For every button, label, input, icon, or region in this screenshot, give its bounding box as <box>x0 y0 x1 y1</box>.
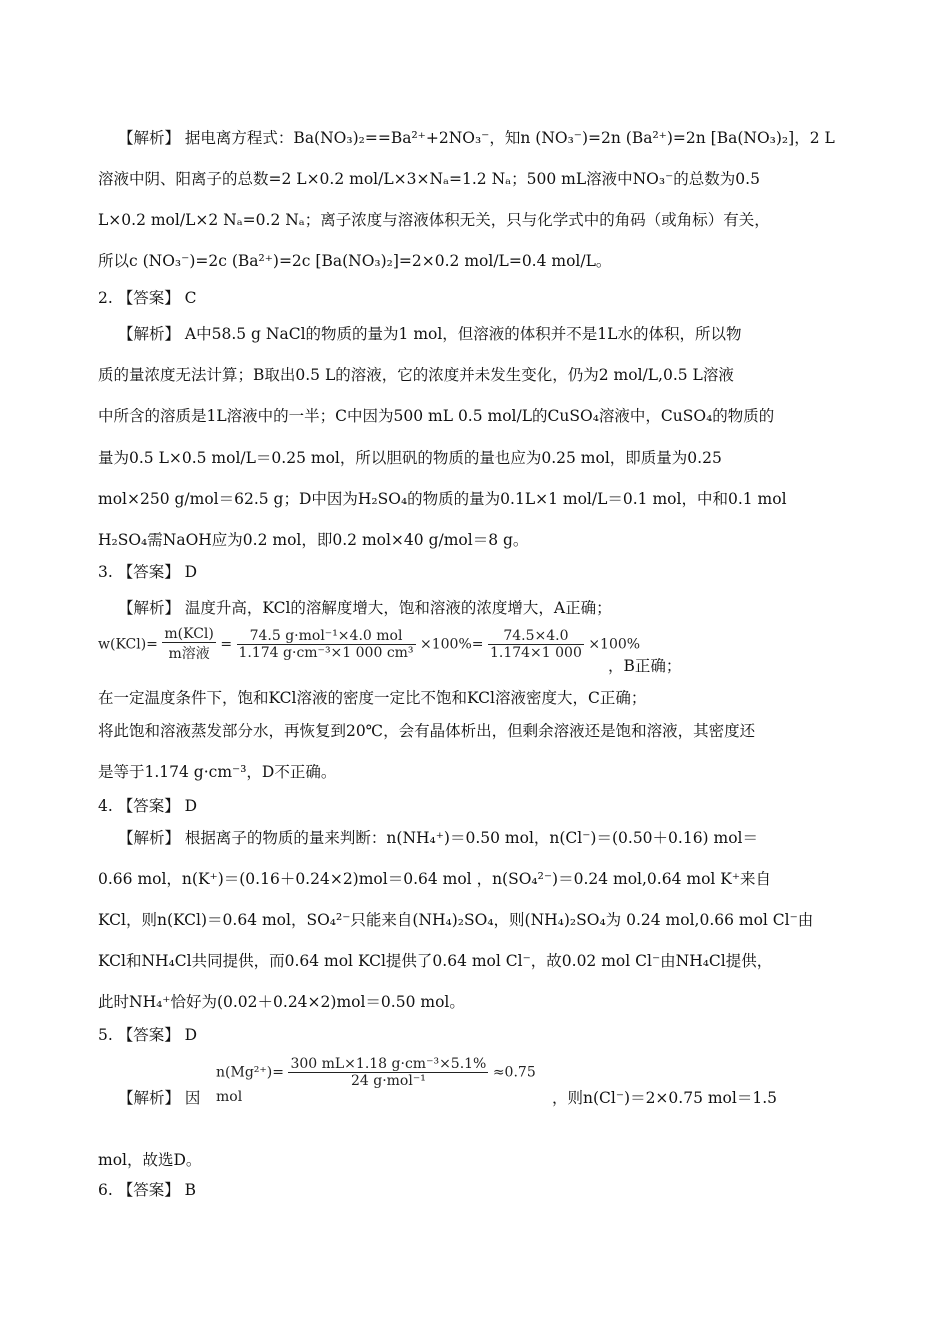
answer-heading: 2. 【答案】 C <box>98 289 197 307</box>
answer-heading: 4. 【答案】 D <box>98 797 198 815</box>
text-line: ，B正确； <box>608 657 682 675</box>
fraction <box>288 1056 488 1089</box>
equation-text: w(KCl)= <box>98 636 158 653</box>
text-line: 中所含的溶质是1L溶液中的一半；C中因为500 mL 0.5 mol/L的CuSO₄溶液中，CuSO₄的物质的 <box>98 407 775 425</box>
text-line: 所以c (NO₃⁻)=2c (Ba²⁺)=2c [Ba(NO₃)₂]=2×0.2 mol/L=0.4 mol/L。 <box>98 252 612 270</box>
equation-kcl-mass-fraction: w(KCl)= $\frac{\text{m(KCl)}}{\text{m溶液}}$ = $\frac{\text{74.5 g·mol⁻¹×4.0 mol}}{\text{1.174 g·cm⁻³×1 000 cm³}}$ ×100%= $\frac{74.5\times 4.0}{1.174\times 1 000}$ ×100% <box>98 626 641 662</box>
text-line: ，则n(Cl⁻)＝2×0.75 mol＝1.5 <box>552 1089 778 1107</box>
denominator: m溶液 <box>168 646 210 662</box>
text-line: 将此饱和溶液蒸发部分水，再恢复到20℃，会有晶体析出，但剩余溶液还是饱和溶液，其密度还 <box>98 722 756 740</box>
equation-text: ≈0.75 mol <box>216 1064 536 1105</box>
text-line: 【解析】 温度升高，KCl的溶解度增大，饱和溶液的浓度增大，A正确； <box>118 599 612 617</box>
text-line: mol，故选D。 <box>98 1151 202 1169</box>
text-line: KCl和NH₄Cl共同提供，而0.64 mol KCl提供了0.64 mol Cl⁻，故0.02 mol Cl⁻由NH₄Cl提供， <box>98 952 773 970</box>
fraction <box>488 628 584 661</box>
text-line: 在一定温度条件下，饱和KCl溶液的密度一定比不饱和KCl溶液密度大，C正确； <box>98 689 647 707</box>
text-line: 此时NH₄⁺恰好为(0.02＋0.24×2)mol＝0.50 mol。 <box>98 993 465 1011</box>
denominator: 24 g·mol⁻¹ <box>350 1073 426 1089</box>
denominator: 1.174 g·cm⁻³×1 000 cm³ <box>238 645 414 661</box>
text-line: mol×250 g/mol＝62.5 g；D中因为H₂SO₄的物质的量为0.1L×1 mol/L＝0.1 mol，中和0.1 mol <box>98 490 787 508</box>
text-line: 溶液中阴、阳离子的总数=2 L×0.2 mol/L×3×Nₐ=1.2 Nₐ；500 mL溶液中NO₃⁻的总数为0.5 <box>98 170 760 188</box>
numerator: 74.5 g·mol⁻¹×4.0 mol <box>237 628 416 645</box>
text-line: 【解析】 A中58.5 g NaCl的物质的量为1 mol，但溶液的体积并不是1L水的体积，所以物 <box>118 325 742 343</box>
answer-heading: 3. 【答案】 D <box>98 563 198 581</box>
text-line: L×0.2 mol/L×2 Nₐ=0.2 Nₐ；离子浓度与溶液体积无关，只与化学式中的角码（或角标）有关， <box>98 211 770 229</box>
text-line: 质的量浓度无法计算；B取出0.5 L的溶液，它的浓度并未发生变化，仍为2 mol/L,0.5 L溶液 <box>98 366 734 384</box>
text-line: 【解析】 根据离子的物质的量来判断：n(NH₄⁺)＝0.50 mol，n(Cl⁻)＝(0.50＋0.16) mol＝ <box>118 829 759 847</box>
equation-text: n(Mg²⁺)= <box>216 1064 284 1081</box>
numerator: 74.5×4.0 <box>488 628 584 645</box>
text-line: H₂SO₄需NaOH应为0.2 mol，即0.2 mol×40 g/mol＝8 g。 <box>98 531 529 549</box>
text-line: 【解析】 因 <box>118 1089 201 1107</box>
numerator: 300 mL×1.18 g·cm⁻³×5.1% <box>290 1056 487 1072</box>
text-line: KCl，则n(KCl)＝0.64 mol，SO₄²⁻只能来自(NH₄)₂SO₄，则(NH₄)₂SO₄为 0.24 mol,0.66 mol Cl⁻由 <box>98 911 814 929</box>
text-line: 量为0.5 L×0.5 mol/L＝0.25 mol，所以胆矾的物质的量也应为0.25 mol，即质量为0.25 <box>98 449 722 467</box>
equation-text: ×100%= <box>420 636 484 653</box>
answer-heading: 5. 【答案】 D <box>98 1026 198 1044</box>
numerator: m(KCl) <box>164 626 214 642</box>
text-line: 0.66 mol，n(K⁺)＝(0.16＋0.24×2)mol＝0.64 mol ，n(SO₄²⁻)＝0.24 mol,0.64 mol K⁺来自 <box>98 870 772 888</box>
fraction <box>237 628 416 661</box>
answer-heading: 6. 【答案】 B <box>98 1181 197 1199</box>
denominator: 1.174×1 000 <box>489 645 582 661</box>
equation-mg-moles <box>216 1056 556 1105</box>
fraction <box>162 626 215 663</box>
text-line: 是等于1.174 g·cm⁻³，D不正确。 <box>98 763 337 781</box>
text-line: 【解析】 据电离方程式：Ba(NO₃)₂==Ba²⁺+2NO₃⁻，知n (NO₃⁻)=2n (Ba²⁺)=2n [Ba(NO₃)₂]，2 L <box>118 129 835 147</box>
equation-text: ×100% <box>588 636 641 653</box>
